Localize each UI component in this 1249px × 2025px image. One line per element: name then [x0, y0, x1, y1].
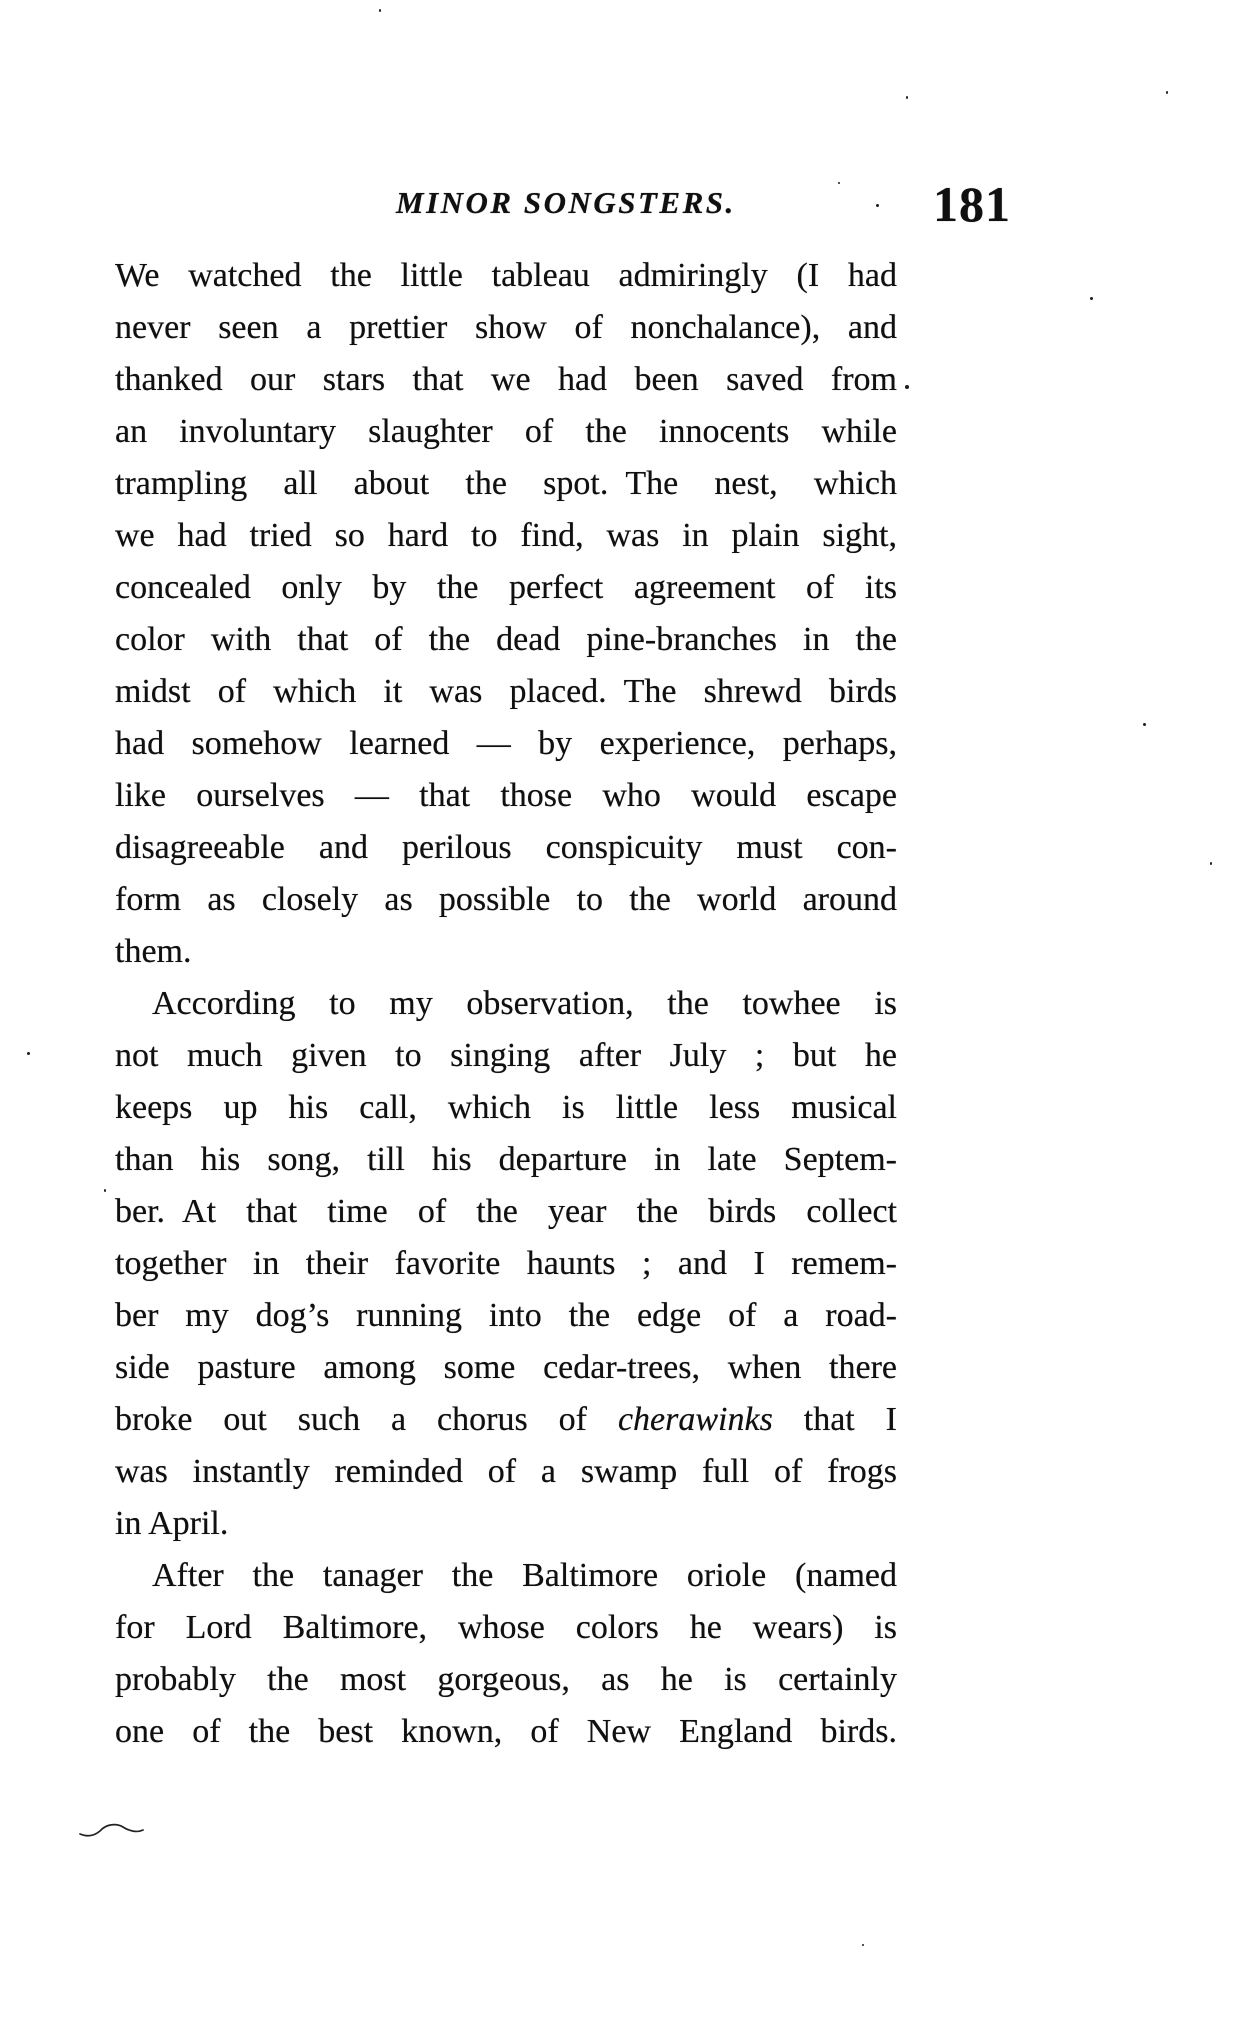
scan-speck [1090, 297, 1093, 300]
text-line: ber. At that time of the year the birds collect [115, 1193, 897, 1230]
scan-speck [104, 1189, 106, 1192]
text-line: thanked our stars that we had been saved from [115, 361, 897, 398]
scan-speck [379, 9, 381, 12]
italic-word: cherawinks [617, 1401, 773, 1438]
scan-speck [876, 204, 879, 207]
text-line: After the tanager the Baltimore oriole (named [152, 1557, 897, 1594]
text-line: color with that of the dead pine-branches in the [115, 621, 897, 658]
text-line: We watched the little tableau admiringly (I had [115, 257, 897, 294]
text-run: broke out such a chorus of [115, 1401, 618, 1438]
text-line: had somehow learned — by experience, perhaps, [115, 725, 897, 762]
page-number: 181 [933, 176, 1011, 232]
text-line: side pasture among some cedar-trees, when there [115, 1349, 897, 1386]
text-line: an involuntary slaughter of the innocents while [115, 413, 897, 450]
text-line: According to my observation, the towhee is [152, 985, 897, 1022]
scan-speck [1166, 91, 1168, 94]
scan-speck [905, 385, 909, 389]
text-line: trampling all about the spot. The nest, which [115, 465, 897, 502]
text-line: like ourselves — that those who would escape [115, 777, 897, 814]
text-line: we had tried so hard to find, was in plain sight, [115, 517, 897, 554]
text-line: form as closely as possible to the world around [115, 881, 897, 918]
text-line: keeps up his call, which is little less musical [115, 1089, 897, 1126]
text-line: not much given to singing after July ; but he [115, 1037, 897, 1074]
text-line: never seen a prettier show of nonchalance), and [115, 309, 897, 346]
text-line: than his song, till his departure in late Septem- [115, 1141, 897, 1178]
text-line [115, 1394, 897, 1446]
text-line: for Lord Baltimore, whose colors he wears) is [115, 1609, 897, 1646]
scan-speck [27, 1052, 30, 1055]
running-header: MINOR SONGSTERS. [396, 185, 736, 220]
scan-speck [1210, 862, 1212, 865]
text-line: them. [115, 933, 192, 970]
scan-speck [906, 96, 908, 99]
text-line: one of the best known, of New England birds. [115, 1713, 897, 1750]
text-line: was instantly reminded of a swamp full of frogs [115, 1453, 897, 1490]
text-run: that I [772, 1401, 897, 1438]
text-line: ber my dog’s running into the edge of a road- [115, 1297, 897, 1334]
scan-speck [862, 1944, 864, 1946]
page-body [115, 250, 897, 1758]
scan-squiggle-mark [78, 1820, 148, 1842]
scan-speck [1143, 723, 1146, 726]
text-line: disagreeable and perilous conspicuity must con- [115, 829, 897, 866]
text-line: midst of which it was placed. The shrewd birds [115, 673, 897, 710]
text-line: in April. [115, 1505, 229, 1542]
scan-speck [838, 182, 840, 184]
text-line: probably the most gorgeous, as he is certainly [115, 1661, 897, 1698]
text-line: together in their favorite haunts ; and I remem- [115, 1245, 897, 1282]
text-line: concealed only by the perfect agreement of its [115, 569, 897, 606]
